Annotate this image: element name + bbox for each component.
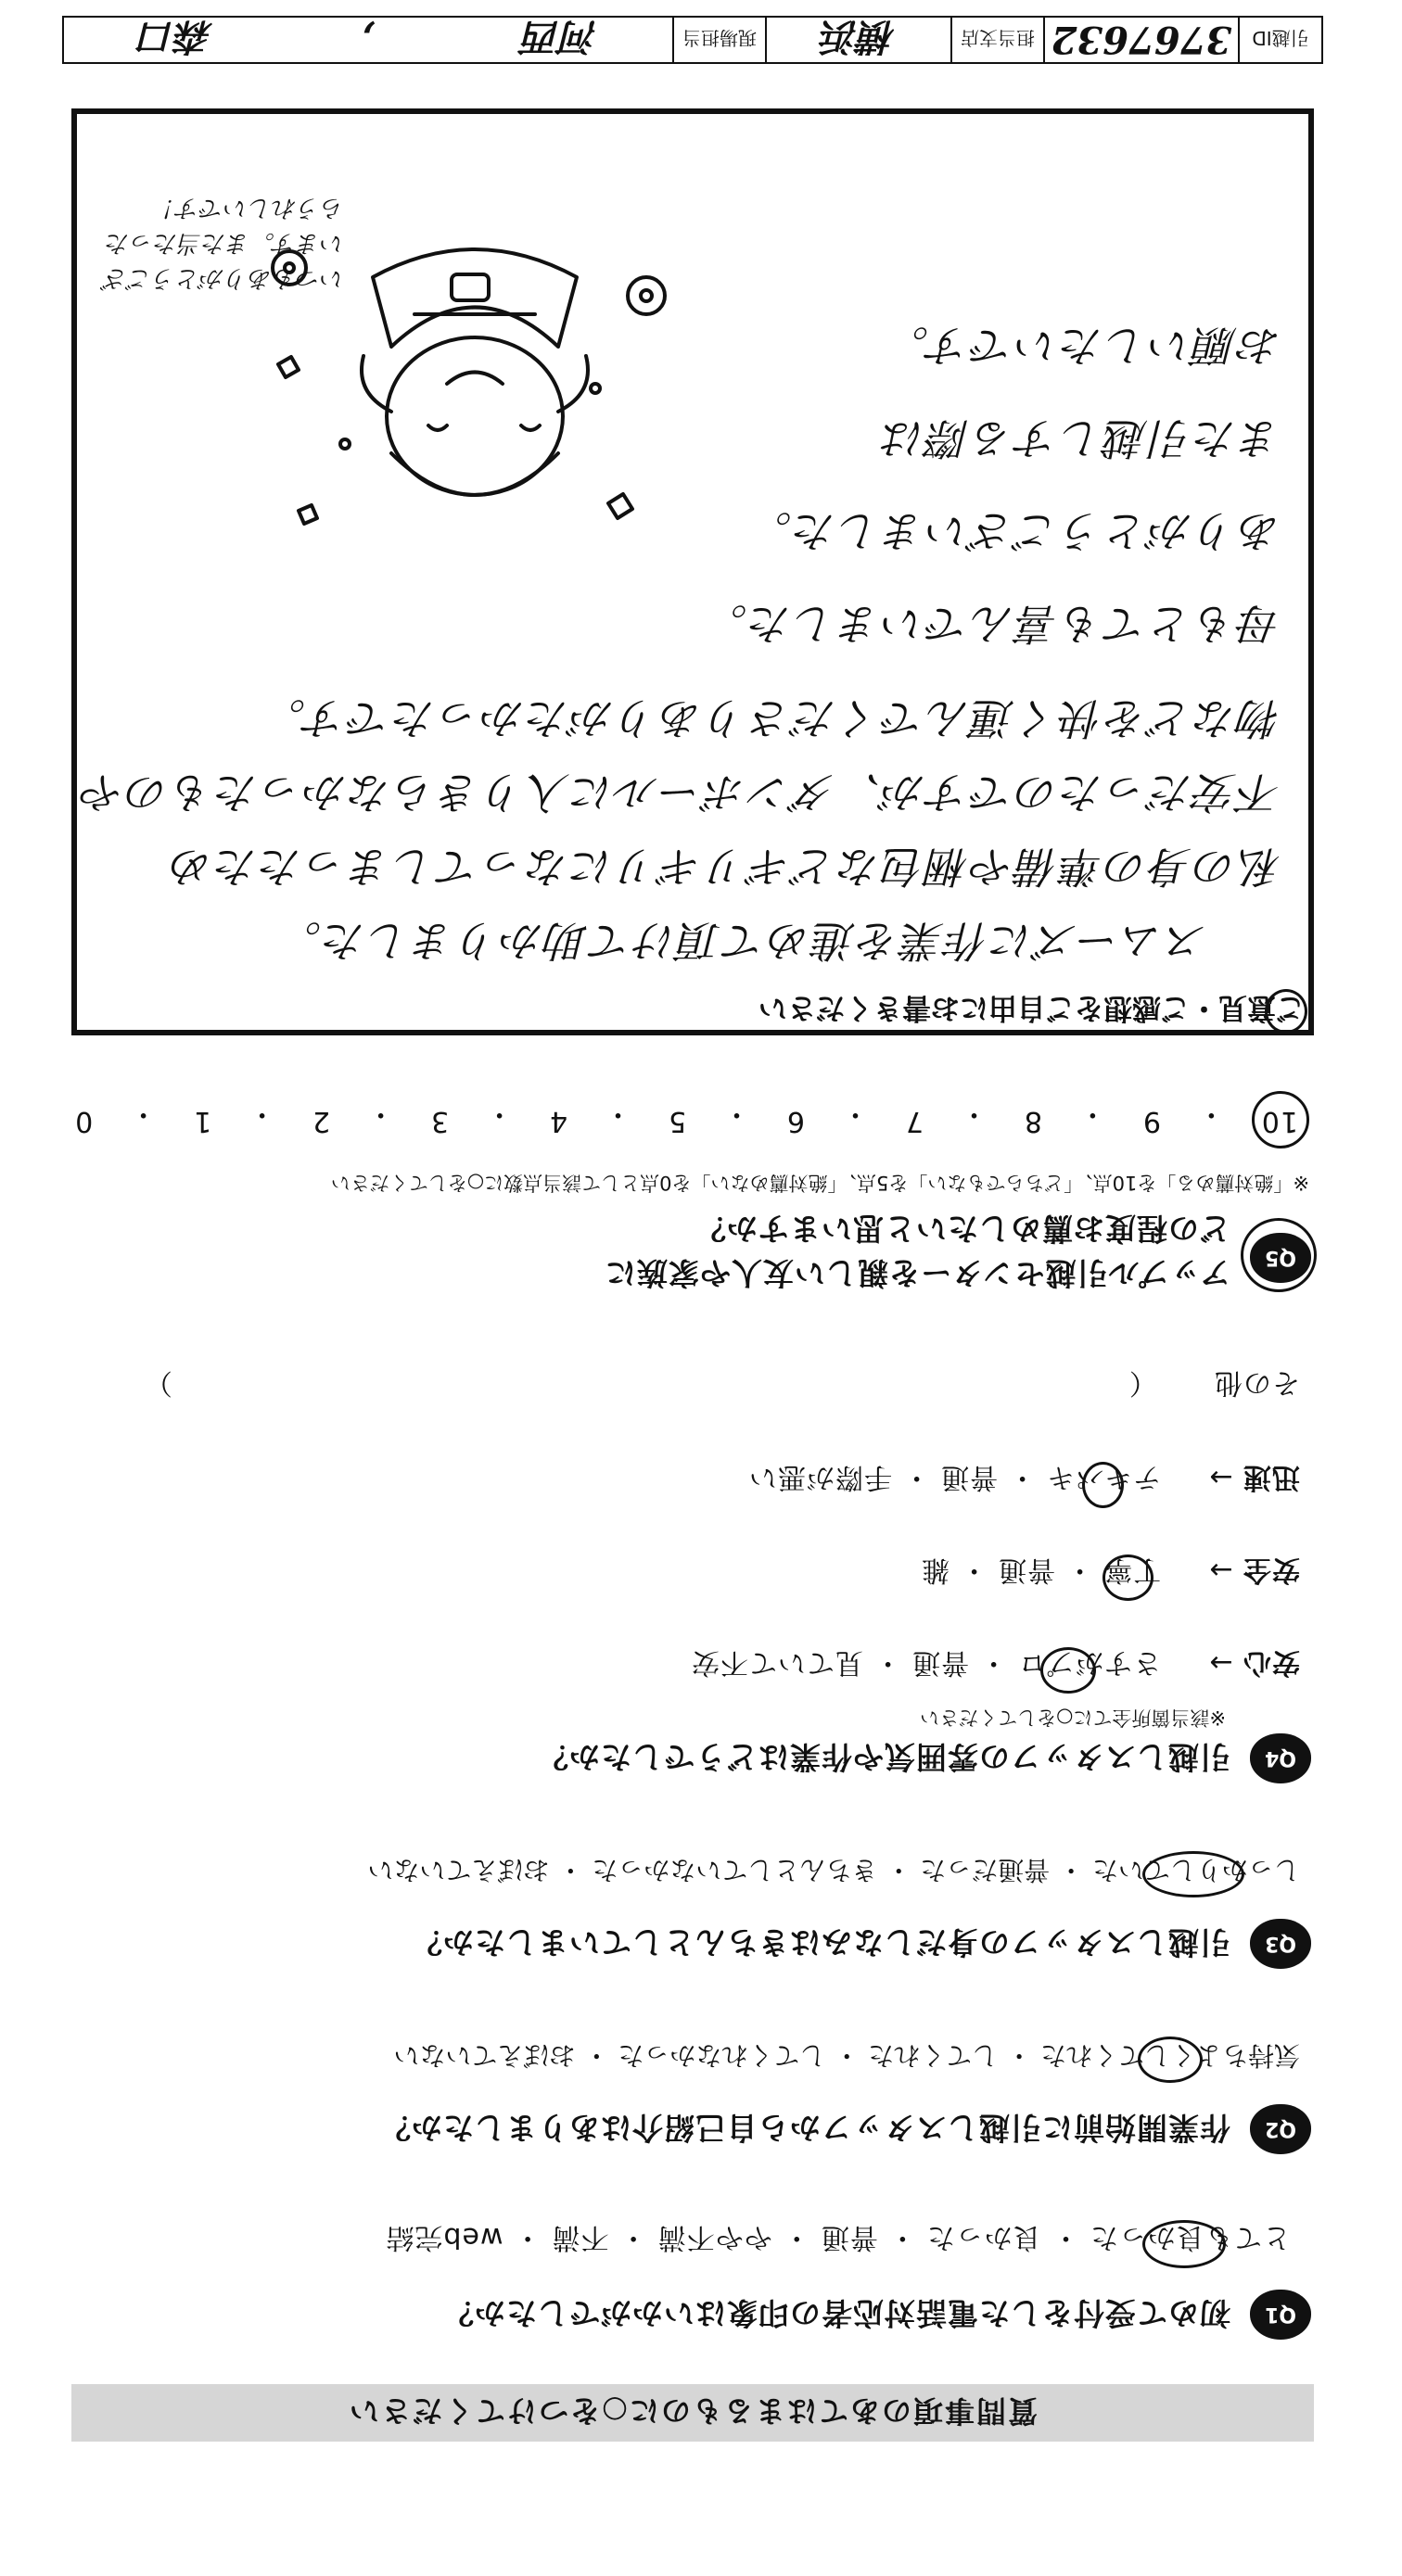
q5-score[interactable]: 10 (1260, 1105, 1298, 1137)
q5-score[interactable]: 5 (667, 1105, 687, 1137)
q4-option[interactable]: 普通 (911, 1646, 970, 1679)
manager-values: 河西 , 森口 (64, 18, 672, 62)
q1-option[interactable]: やや不満 (656, 2221, 772, 2253)
q1-option[interactable]: web完結 (385, 2221, 503, 2253)
q5-score[interactable]: 2 (312, 1105, 331, 1137)
comment-line: スムーズに作業を進めて頂けて助かりました。 (276, 916, 1207, 966)
q4-row-label: 安全 (1243, 1554, 1300, 1586)
q4-option[interactable]: 普通 (998, 1554, 1056, 1586)
id-label: 引越ID (1238, 18, 1321, 62)
q4-badge: Q4 (1250, 1733, 1311, 1783)
comment-line: 母もとても喜んでいました。 (703, 599, 1281, 649)
manager-value: 森口 (138, 15, 213, 59)
q5-score[interactable]: 7 (904, 1105, 924, 1137)
q1-badge: Q1 (1250, 2290, 1311, 2340)
q3-option[interactable]: きちんとしていなかった (592, 1855, 878, 1885)
doodle-caption: いつもありがとうございます。また当たったらうれしいです！ (103, 194, 345, 292)
q4-row-label: 安心 (1243, 1646, 1300, 1679)
manager-value: 河西 (523, 15, 598, 59)
comment-title: ご意見・ご感想をご自由にお書きください (758, 991, 1305, 1025)
q5-score[interactable]: 4 (549, 1105, 568, 1137)
q2-option[interactable]: 気持ちよくしてくれた (1039, 2040, 1300, 2071)
q4-row-label: 迅速 (1243, 1461, 1300, 1493)
manager-label: 現場担当 (672, 18, 765, 62)
q5-score[interactable]: 1 (193, 1105, 212, 1137)
comment-line: また引越しする際は (881, 413, 1281, 463)
q2-badge: Q2 (1250, 2104, 1311, 2154)
comment-line: ありがとうございました。 (747, 506, 1281, 556)
q5-badge: Q5 (1250, 1233, 1311, 1283)
q3-option[interactable]: おぼえていない (367, 1855, 550, 1885)
q5-score[interactable]: 3 (430, 1105, 450, 1137)
staff-id-table (62, 16, 1323, 64)
q4-option[interactable]: 見ていて不安 (691, 1646, 864, 1679)
q1-question: 初めて受付をした電話対応者の印象はいかがでしたか？ (442, 2295, 1230, 2331)
q5-score[interactable]: 6 (785, 1105, 806, 1137)
q2-question: 作業開始前に引越しスタッフから自己紹介はありましたか？ (379, 2110, 1230, 2146)
q4-row-security: 安全 → 丁寧 ・ 普通 ・ 雑 (921, 1554, 1300, 1586)
q5-note: ※「絶対薦める」を10点、「どちらでもない」を5点、「絶対薦めない」を0点として該当点数に○をしてください (330, 1172, 1309, 1194)
id-value: 3767632 (1043, 18, 1238, 62)
q2-option[interactable]: してくれた (868, 2040, 999, 2071)
instruction-text: 質問事項のあてはまるものに○をつけてください (348, 2393, 1038, 2429)
comment-line: 不安だったのですが、ダンボールに入りきらなかったものや (80, 768, 1281, 818)
branch-value: 横浜 (765, 18, 950, 62)
q5-question-line1: アップル引越センターを親しい友人や家族に (604, 1255, 1230, 1291)
q5-score[interactable]: 8 (1023, 1105, 1042, 1137)
q4-question: 引越しスタッフの雰囲気や作業はどうでしたか？ (537, 1739, 1230, 1775)
q4-option[interactable]: 普通 (940, 1461, 999, 1493)
q3-option[interactable]: しっかりしていた (1091, 1855, 1300, 1885)
q4-other-row: その他 （ ） (143, 1366, 1300, 1399)
q3-badge: Q3 (1250, 1919, 1311, 1969)
branch-label: 担当支店 (950, 18, 1043, 62)
q2-options: 気持ちよくしてくれた ・ してくれた ・ してくれなかった ・ おぼえていない (393, 2040, 1300, 2071)
q5-scale: 10 ・ 9 ・ 8 ・ 7 ・ 6 ・ 5 ・ 4 ・ 3 ・ 2 ・ 1 ・ 0 (74, 1098, 1298, 1137)
q5-question-line2: どの程度お薦めしたいと思いますか？ (695, 1211, 1230, 1247)
comment-line: お願いしたいです。 (884, 321, 1281, 371)
q1-option[interactable]: とても良かった (1090, 2221, 1291, 2253)
q4-note: ※該当箇所全てに○をしてください (920, 1707, 1226, 1729)
q3-question: 引越しスタッフの身だしなみはきちんとしていましたか？ (411, 1924, 1230, 1961)
q4-row-speed: 迅速 → テキパキ ・ 普通 ・ 手際が悪い (748, 1461, 1300, 1493)
q4-option[interactable]: 雑 (921, 1554, 950, 1586)
q1-option[interactable]: 普通 (820, 2221, 878, 2253)
q3-options: しっかりしていた ・ 普通だった ・ きちんとしていなかった ・ おぼえていない (367, 1855, 1300, 1885)
comment-line: 私の身の準備や梱包などギリギリになってしまったため (169, 842, 1281, 892)
q4-option[interactable]: 丁寧 (1103, 1554, 1162, 1586)
q5-score[interactable]: 0 (74, 1105, 94, 1137)
q2-option[interactable]: おぼえていない (393, 2040, 576, 2071)
q2-option[interactable]: してくれなかった (618, 2040, 826, 2071)
q4-row-safe: 安心 → さすがプロ ・ 普通 ・ 見ていて不安 (691, 1646, 1300, 1679)
q1-option[interactable]: 良かった (925, 2221, 1041, 2253)
q4-option[interactable]: テキパキ (1046, 1461, 1162, 1493)
q1-option[interactable]: 不満 (551, 2221, 609, 2253)
q4-other-label: その他 (1214, 1366, 1300, 1399)
q1-options: とても良かった ・ 良かった ・ 普通 ・ やや不満 ・ 不満 ・ web完結 (385, 2221, 1291, 2253)
q4-option[interactable]: 手際が悪い (748, 1461, 893, 1493)
comment-line: 物などを快く運んでくださりありがたかったです。 (261, 693, 1281, 743)
q4-option[interactable]: さすがプロ (1017, 1646, 1162, 1679)
q5-score[interactable]: 9 (1141, 1105, 1161, 1137)
q3-option[interactable]: 普通だった (920, 1855, 1051, 1885)
